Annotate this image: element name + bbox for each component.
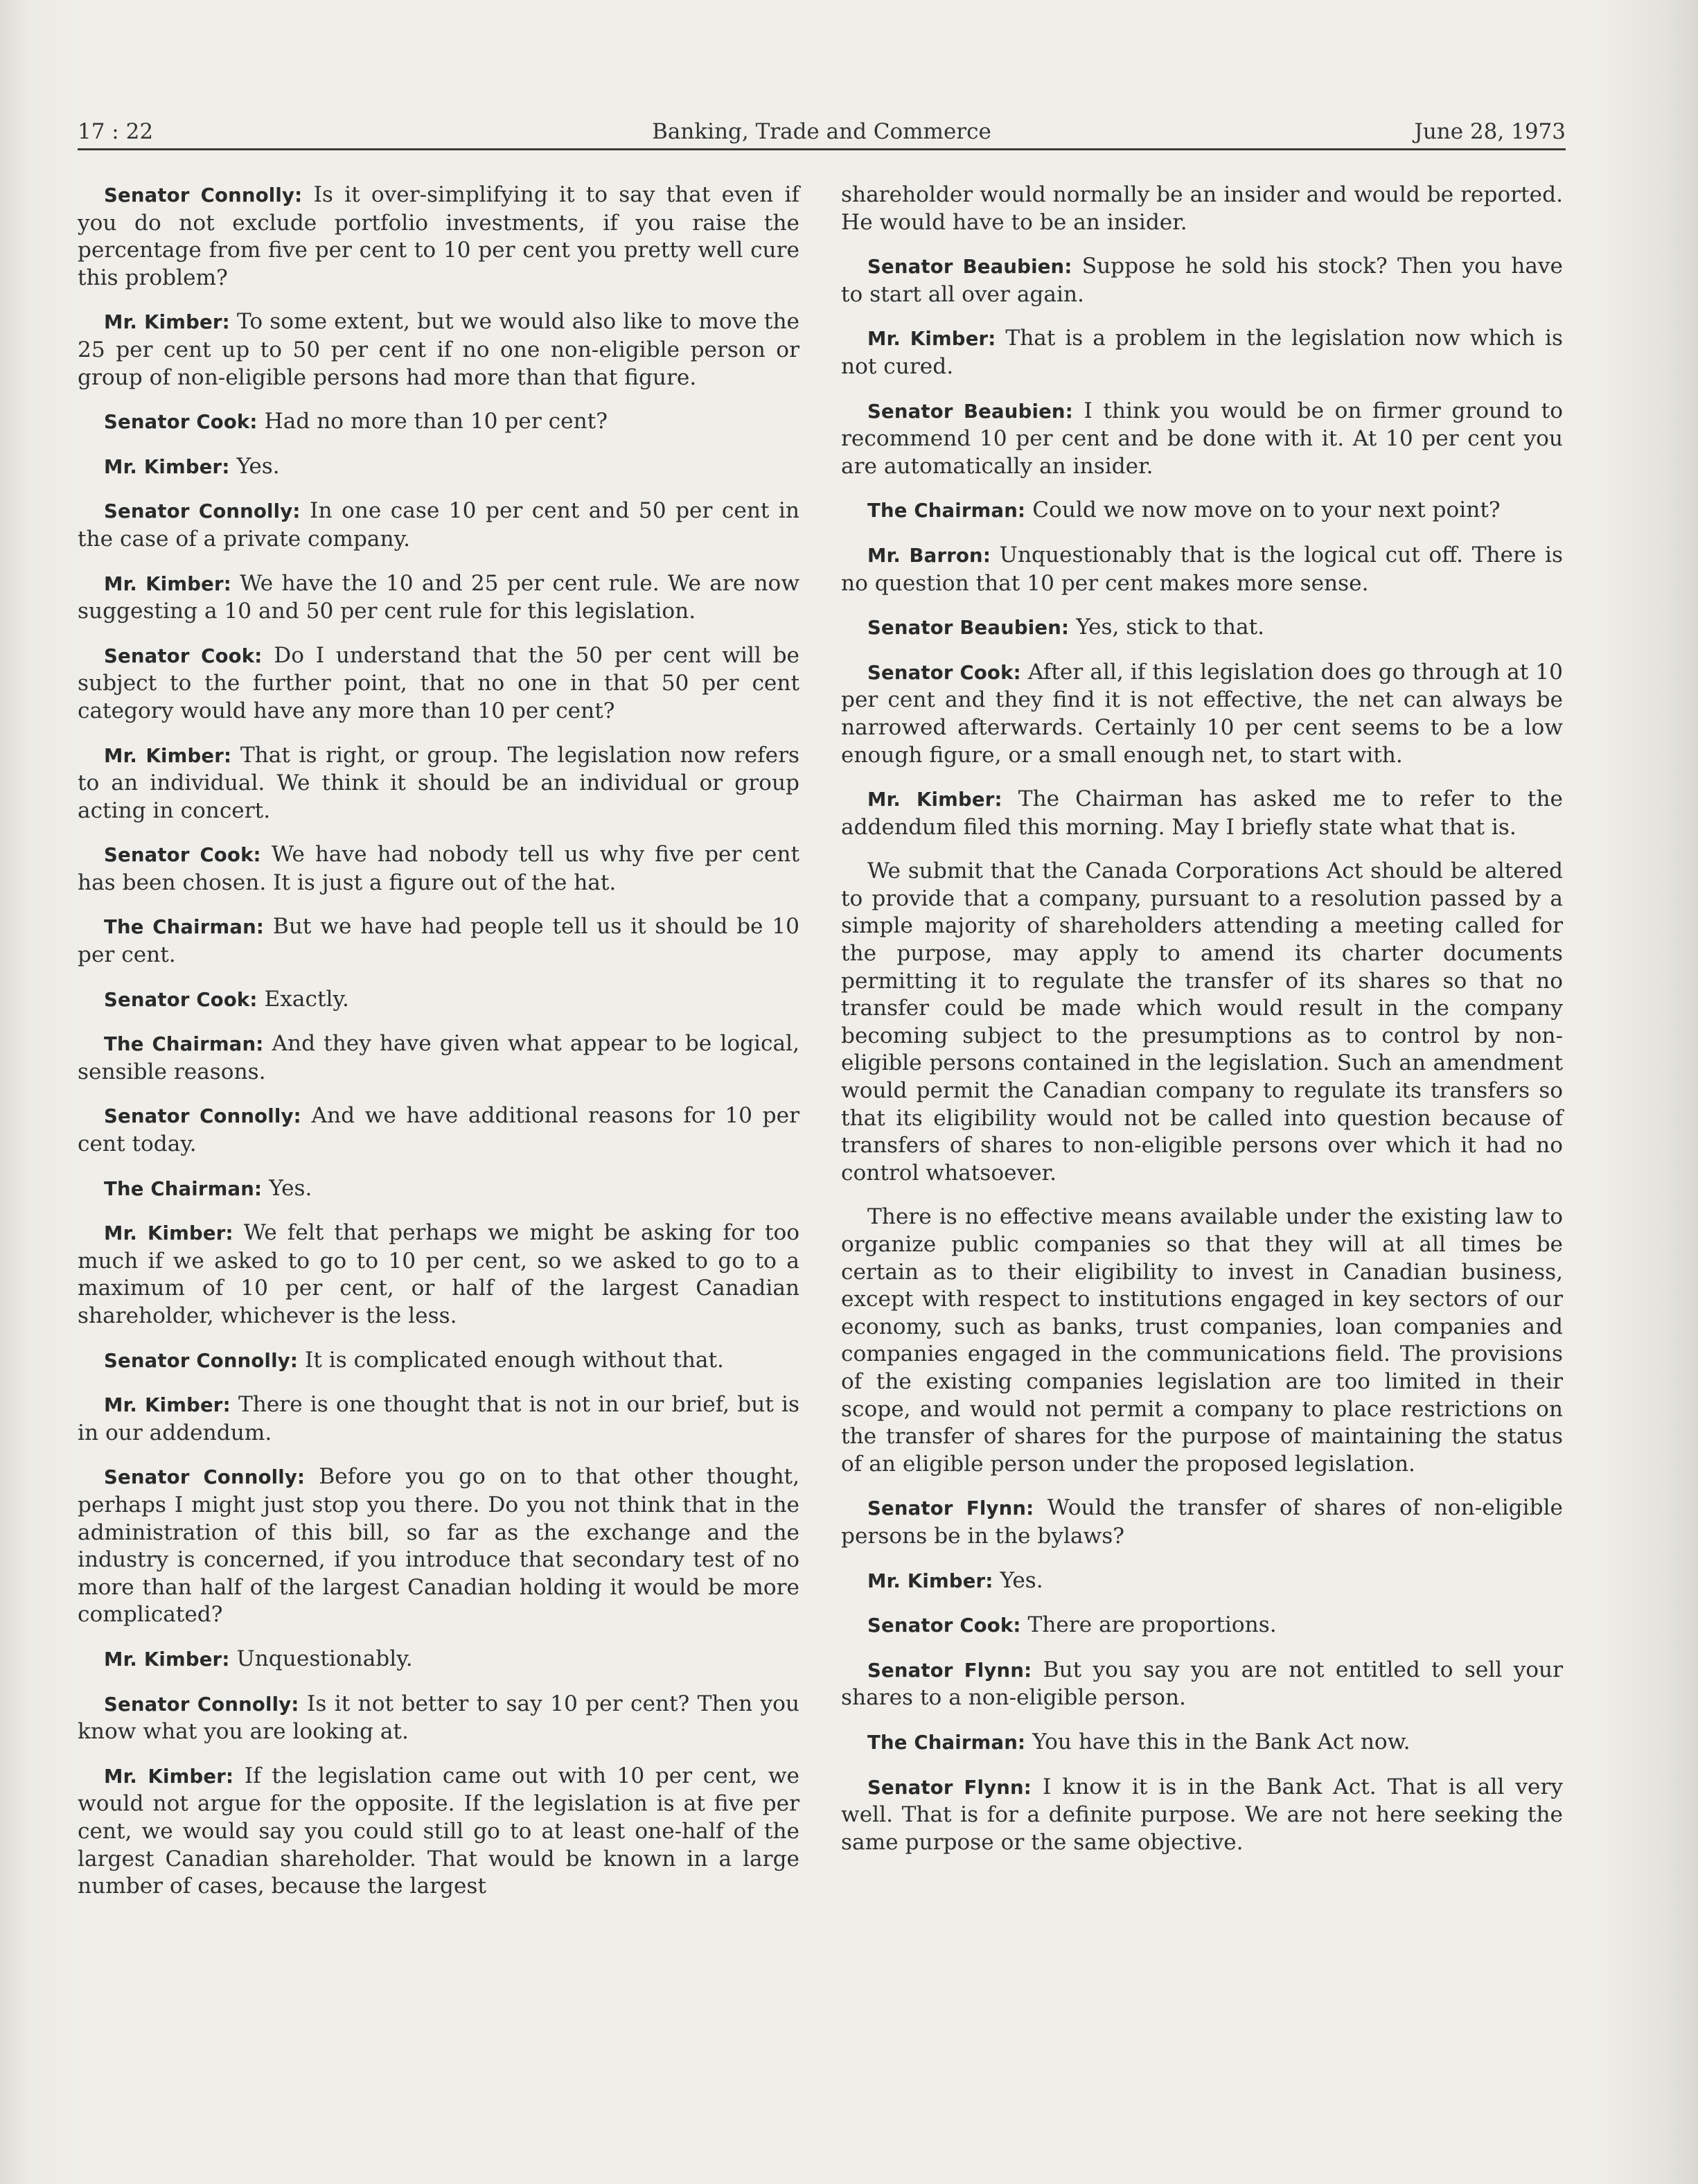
- speech-text: Before you go on to that other thought, perhaps I might just stop you there. Do you not think that in the administration of this bill, so far as the exchange and the industry is concerned, if you introduce that secondary test of no more than half of the largest Canadian holding it would be more complicated?: [78, 1464, 799, 1628]
- speaker-name: Mr. Kimber:: [867, 328, 996, 351]
- speech-text: I know it is in the Bank Act. That is all very well. That is for a definite purpose. We are not here seeking the same purpose or the same objective.: [841, 1774, 1563, 1855]
- speaker-name: The Chairman:: [104, 1033, 264, 1056]
- speaker-name: Mr. Kimber:: [867, 789, 1002, 811]
- speech-text: We felt that perhaps we might be asking for too much if we asked to go to 10 per cent, so we asked to go to a maximum of 10 per cent, or half of the largest Canadian shareholder, whichever is the less.: [78, 1220, 799, 1328]
- transcript-paragraph: [78, 642, 799, 725]
- speech-text: That is a problem in the legislation now which is not cured.: [841, 326, 1563, 379]
- transcript-paragraph: [841, 542, 1563, 597]
- transcript-paragraph: [841, 497, 1563, 525]
- speech-text: I think you would be on firmer ground to recommend 10 per cent and be done with it. At 10 per cent you are automatically an insider.: [841, 398, 1563, 479]
- transcript-paragraph: [78, 497, 799, 553]
- right-column: [841, 182, 1563, 1873]
- speech-text: Unquestionably that is the logical cut off. There is no question that 10 per cent makes more sense.: [841, 542, 1564, 596]
- speech-text: And they have given what appear to be logical, sensible reasons.: [78, 1031, 799, 1084]
- transcript-paragraph: [78, 1691, 799, 1746]
- speaker-name: Senator Cook:: [867, 1614, 1021, 1637]
- speaker-name: Mr. Kimber:: [104, 744, 232, 767]
- speech-text: Had no more than 10 per cent?: [264, 409, 608, 434]
- transcript-paragraph: [78, 1219, 799, 1330]
- speech-text: Suppose he sold his stock? Then you have to start all over again.: [841, 254, 1563, 307]
- speaker-name: Senator Connolly:: [104, 500, 301, 523]
- left-column: [78, 182, 799, 1917]
- speech-text: Yes, stick to that.: [1076, 615, 1265, 640]
- speaker-name: Mr. Kimber:: [104, 572, 231, 595]
- speech-text: We have had nobody tell us why five per cent has been chosen. It is just a figure out of the hat.: [78, 842, 799, 895]
- transcript-paragraph: [841, 659, 1563, 769]
- transcript-paragraph: [841, 1729, 1563, 1757]
- transcript-paragraph: [78, 1175, 799, 1204]
- speech-text: Unquestionably.: [236, 1646, 413, 1671]
- speaker-name: Mr. Kimber:: [104, 1222, 233, 1245]
- transcript-paragraph: [841, 398, 1563, 481]
- speaker-name: Senator Cook:: [104, 644, 263, 667]
- speech-text: Is it over-simplifying it to say that even if you do not exclude portfolio investments, if you raise the percentage from five per cent to 10 per cent you pretty well cure this problem?: [78, 182, 799, 290]
- speech-text: Yes.: [236, 453, 280, 479]
- speaker-name: Mr. Kimber:: [104, 1648, 230, 1671]
- speech-text: There is no effective means available under the existing law to organize public companies so that they will at all times be certain as to their eligibility to invest in Canadian business, except with respect to institutions engaged in key sectors of our economy, such as banks, trust companies, loan companies and companies engaged in the communications field. The provisions of the existing companies legislation are too limited in their scope, and would not permit a company to place restrictions on the transfer of shares for the purpose of maintaining the status of an eligible person under the proposed legislation.: [841, 1204, 1563, 1477]
- transcript-paragraph: [78, 1030, 799, 1086]
- transcript-paragraph: [78, 408, 799, 437]
- transcript-paragraph: [78, 1463, 799, 1629]
- transcript-paragraph: [841, 1204, 1563, 1478]
- transcript-paragraph: [78, 1763, 799, 1901]
- speaker-name: Senator Cook:: [104, 988, 258, 1011]
- speaker-name: Mr. Barron:: [867, 544, 991, 567]
- speech-text: To some extent, but we would also like to move the 25 per cent up to 50 per cent if no one non-eligible person or group of non-eligible persons had more than that figure.: [78, 309, 799, 390]
- speech-text: There are proportions.: [1027, 1612, 1277, 1638]
- transcript-paragraph: [78, 913, 799, 969]
- speaker-name: Senator Cook:: [867, 661, 1021, 684]
- speech-text: Is it not better to say 10 per cent? Then you know what you are looking at.: [78, 1691, 799, 1745]
- speech-text: Do I understand that the 50 per cent will be subject to the further point, that no one in that 50 per cent category would have any more than 10 per cent?: [78, 642, 799, 723]
- speech-text: You have this in the Bank Act now.: [1032, 1729, 1410, 1754]
- transcript-paragraph: [78, 453, 799, 482]
- speech-text: There is one thought that is not in our brief, but is in our addendum.: [78, 1392, 799, 1445]
- speaker-name: Senator Connolly:: [104, 1105, 301, 1128]
- speech-text: If the legislation came out with 10 per cent, we would not argue for the opposite. If the legislation is at five per cent, we would say you could still go to at least one-half of the largest Canadian shareholder. That would be known in a large number of cases, because the largest: [78, 1763, 800, 1899]
- speaker-name: Senator Flynn:: [867, 1776, 1032, 1799]
- speech-text: It is complicated enough without that.: [305, 1347, 724, 1373]
- speaker-name: Senator Connolly:: [104, 1466, 306, 1489]
- speaker-name: Senator Beaubien:: [867, 256, 1072, 279]
- speaker-name: Mr. Kimber:: [104, 455, 230, 478]
- header-date: June 28, 1973: [1414, 119, 1566, 144]
- speaker-name: Mr. Kimber:: [104, 1394, 231, 1417]
- speech-text: shareholder would normally be an insider and would be reported. He would have to be an insider.: [841, 182, 1563, 235]
- speaker-name: Senator Connolly:: [104, 1693, 299, 1716]
- speaker-name: Senator Beaubien:: [867, 400, 1073, 423]
- transcript-paragraph: [78, 182, 799, 292]
- speaker-name: Senator Cook:: [104, 844, 261, 867]
- speech-text: We submit that the Canada Corporations Act should be altered to provide that a company, pursuant to a resolution passed by a simple majority of shareholders attending a meeting called for the purpose, may apply to amend its charter documents permitting it to regulate the transfer of its shares so that no transfer could be made which would result in the company becoming subject to the presumptions as to control by non-eligible persons contained in the legislation. Such an amendment would permit the Canadian company to regulate its transfers so that its eligibility would not be called into question because of transfers of shares to non-eligible persons over which it had no control whatsoever.: [841, 858, 1563, 1186]
- speaker-name: Mr. Kimber:: [104, 311, 230, 334]
- transcript-paragraph: [78, 841, 799, 897]
- speech-text: After all, if this legislation does go through at 10 per cent and they find it is not effective, the net can always be narrowed afterwards. Certainly 10 per cent seems to be a low enough figure, or a small enough net, to start with.: [841, 659, 1563, 768]
- speech-text: But we have had people tell us it should be 10 per cent.: [78, 914, 799, 968]
- transcript-paragraph: [78, 1102, 799, 1158]
- speaker-name: Senator Cook:: [104, 411, 258, 434]
- transcript-paragraph: [841, 786, 1563, 841]
- transcript-paragraph: [841, 614, 1563, 642]
- transcript-paragraph: [841, 1495, 1563, 1550]
- speaker-name: The Chairman:: [867, 1731, 1026, 1754]
- transcript-paragraph: [78, 1646, 799, 1674]
- speech-text: Would the transfer of shares of non-eligible persons be in the bylaws?: [841, 1495, 1563, 1549]
- transcript-paragraph: [841, 1657, 1563, 1712]
- transcript-paragraph: [78, 1391, 799, 1447]
- running-header: [78, 116, 1566, 150]
- page-number: 17 : 22: [78, 119, 154, 144]
- transcript-paragraph: [841, 1567, 1563, 1596]
- speaker-name: Mr. Kimber:: [867, 1569, 993, 1592]
- speaker-name: Senator Flynn:: [867, 1659, 1032, 1682]
- speech-text: That is right, or group. The legislation now refers to an individual. We think it should be an individual or group acting in concert.: [78, 742, 799, 823]
- speaker-name: The Chairman:: [867, 500, 1026, 522]
- transcript-paragraph: [841, 182, 1563, 236]
- transcript-paragraph: [78, 308, 799, 391]
- speaker-name: Mr. Kimber:: [104, 1765, 234, 1788]
- speaker-name: Senator Flynn:: [867, 1497, 1034, 1520]
- speech-text: Could we now move on to your next point?: [1032, 497, 1501, 523]
- speech-text: But you say you are not entitled to sell your shares to a non-eligible person.: [841, 1657, 1563, 1711]
- transcript-paragraph: [78, 742, 799, 825]
- speech-text: Exactly.: [264, 986, 349, 1012]
- speaker-name: Senator Connolly:: [104, 184, 303, 206]
- speaker-name: The Chairman:: [104, 1177, 263, 1200]
- speech-text: The Chairman has asked me to refer to the addendum filed this morning. May I briefly state what that is.: [841, 786, 1563, 840]
- speech-text: And we have additional reasons for 10 per cent today.: [78, 1103, 799, 1157]
- speech-text: We have the 10 and 25 per cent rule. We are now suggesting a 10 and 50 per cent rule for this legislation.: [78, 570, 800, 624]
- speech-text: Yes.: [1000, 1567, 1043, 1593]
- speech-text: In one case 10 per cent and 50 per cent in the case of a private company.: [78, 498, 799, 552]
- transcript-paragraph: [841, 253, 1563, 308]
- transcript-paragraph: [841, 1774, 1563, 1857]
- speaker-name: Senator Connolly:: [104, 1349, 299, 1372]
- speaker-name: Senator Beaubien:: [867, 617, 1070, 640]
- speaker-name: The Chairman:: [104, 916, 265, 939]
- transcript-paragraph: [78, 1347, 799, 1375]
- transcript-paragraph: [841, 858, 1563, 1187]
- transcript-paragraph: [78, 570, 799, 626]
- transcript-paragraph: [841, 325, 1563, 380]
- publication-title: Banking, Trade and Commerce: [652, 119, 991, 144]
- transcript-paragraph: [841, 1612, 1563, 1640]
- speech-text: Yes.: [269, 1175, 312, 1201]
- transcript-paragraph: [78, 986, 799, 1014]
